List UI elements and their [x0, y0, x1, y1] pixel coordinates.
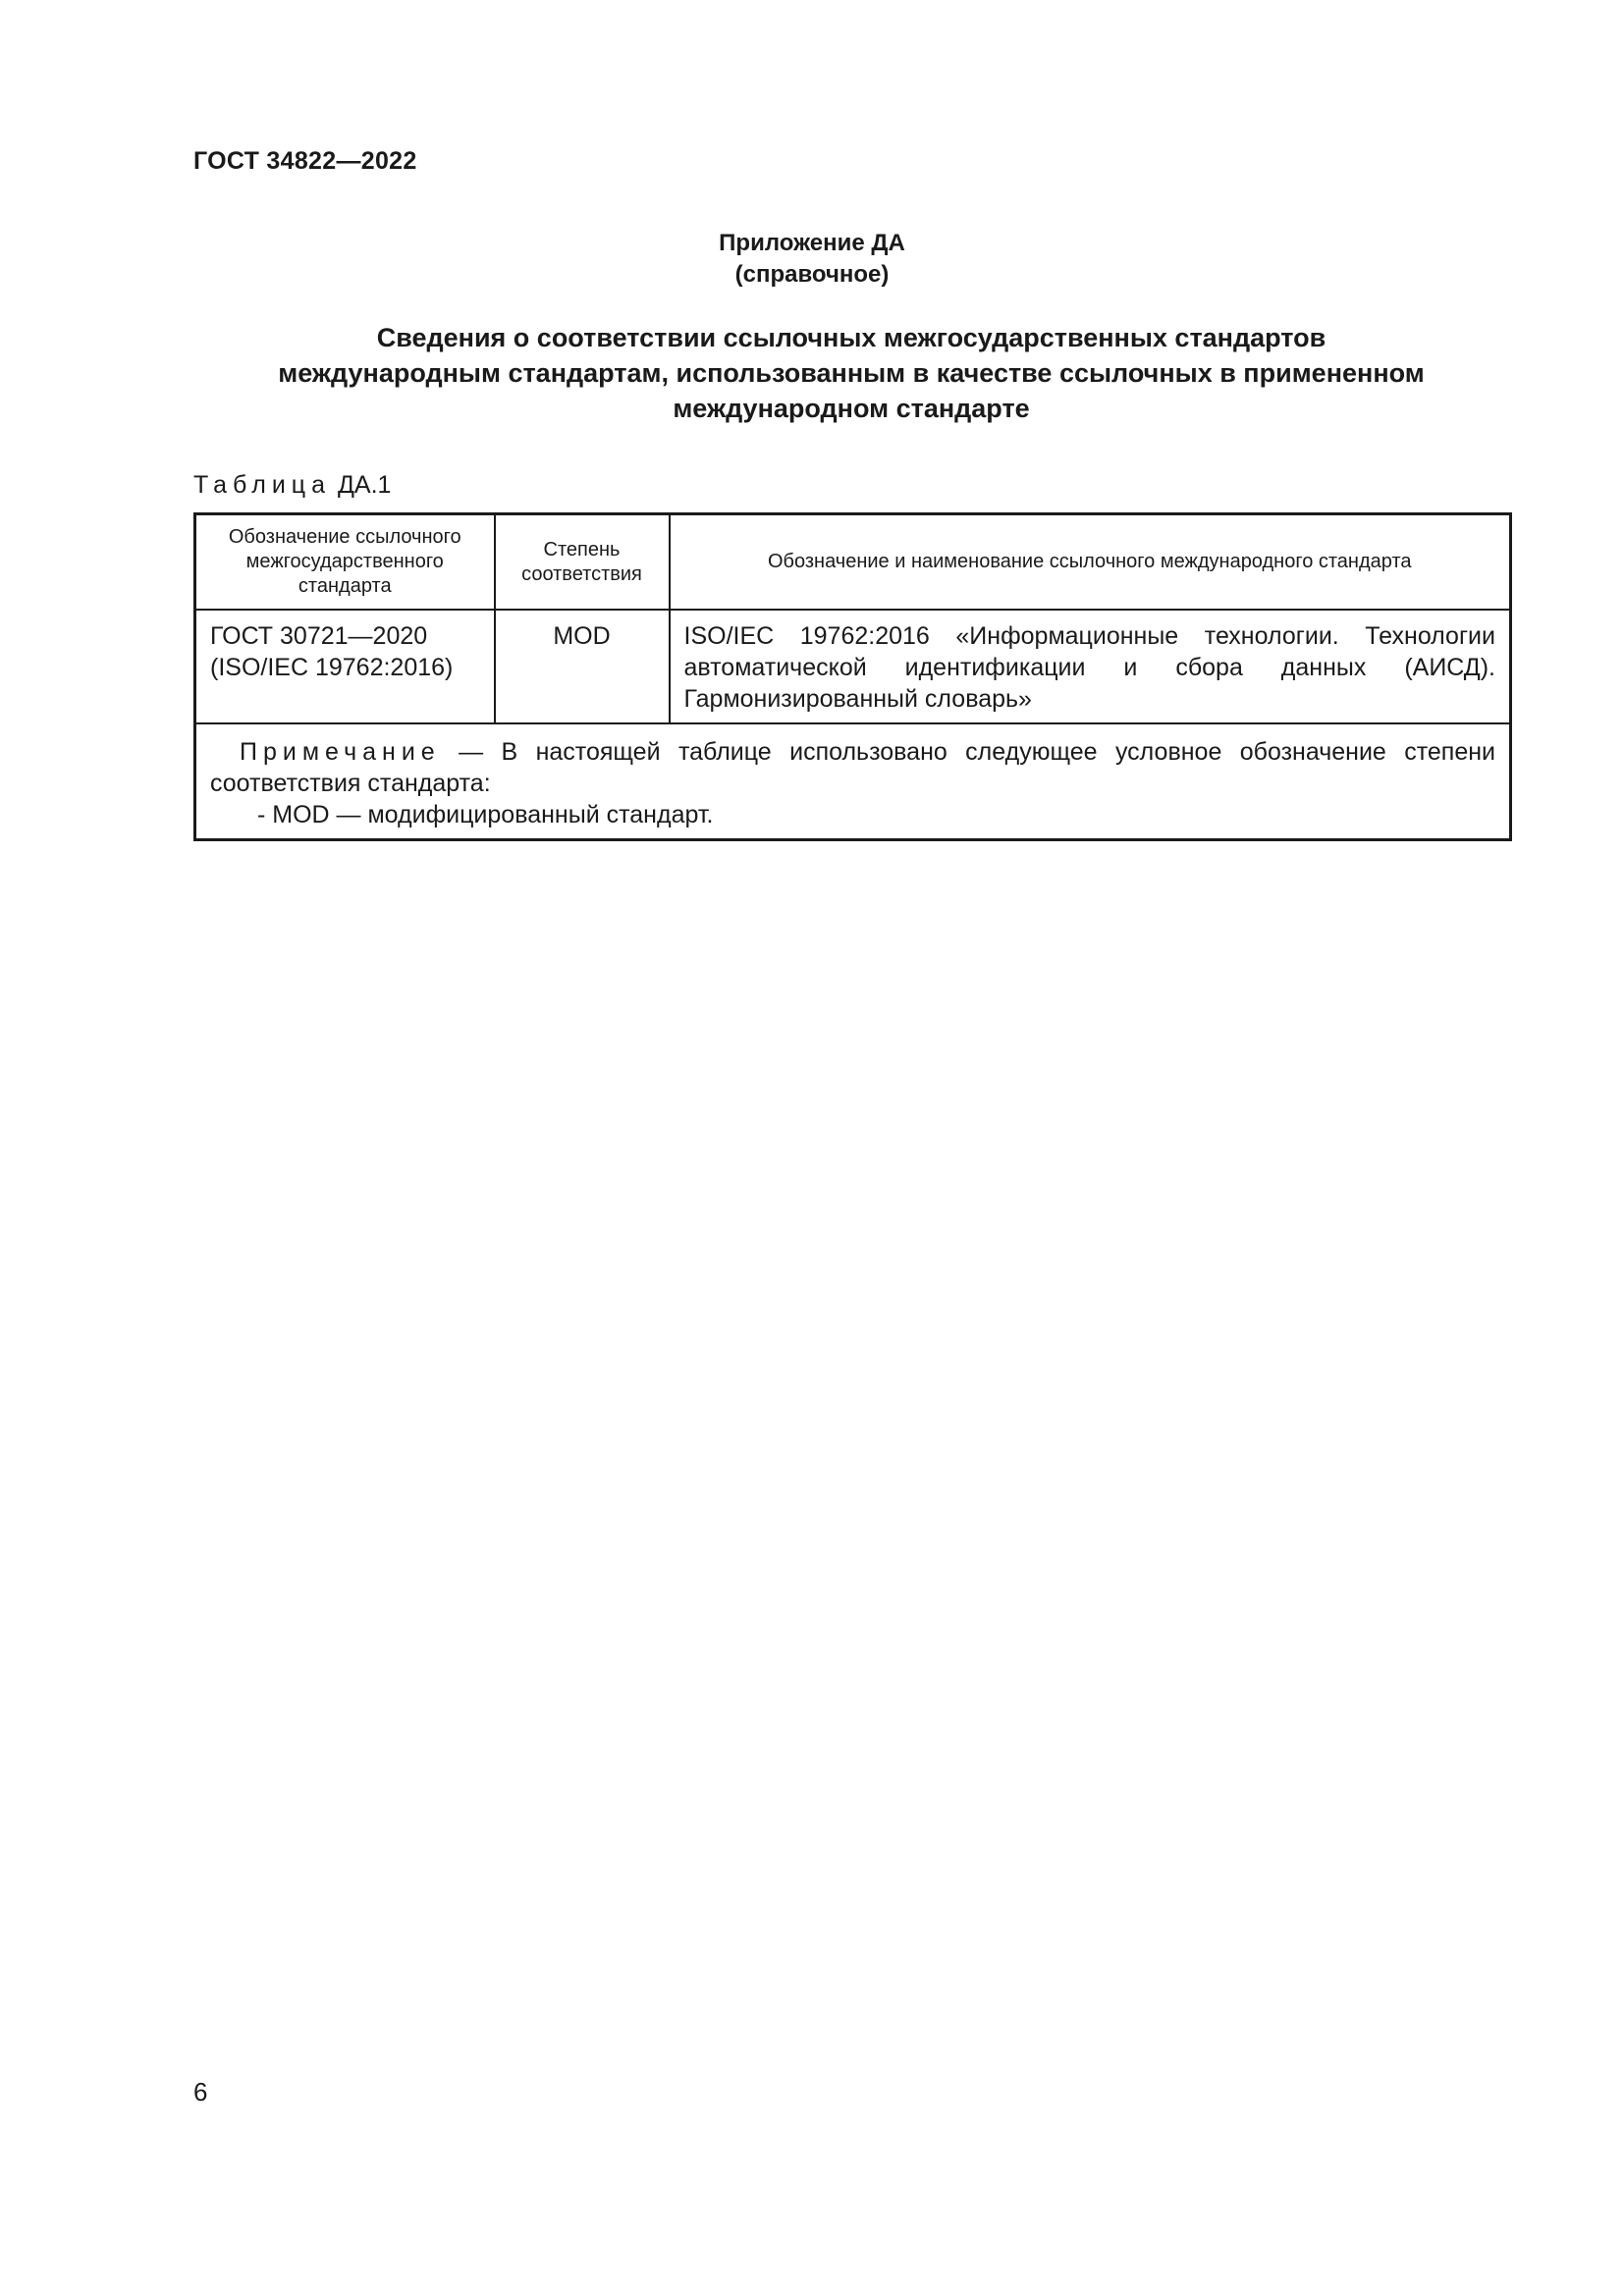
- annex-title-line: международным стандартам, использованным в качестве ссылочных в примененном: [278, 358, 1425, 388]
- note-text: — В настоящей таблице использовано следующее условное обозначение степени соответствия стандарта:: [210, 738, 1495, 797]
- annex-title-line: Сведения о соответствии ссылочных межгосударственных стандартов: [376, 323, 1326, 352]
- column-header-interstate: Обозначение ссылочного межгосударственного стандарта: [195, 514, 495, 611]
- annex-type: (справочное): [734, 261, 890, 288]
- cell-degree: MOD: [495, 610, 670, 723]
- note-label: Примечание: [240, 738, 441, 766]
- cell-interstate-standard: [195, 610, 495, 723]
- column-header-degree: Степень соответствия: [495, 514, 670, 611]
- correspondence-table: [193, 512, 1512, 841]
- table-note-row: [195, 723, 1511, 840]
- annex-heading: [0, 228, 1624, 291]
- table-caption-word: Таблица: [193, 471, 332, 499]
- table-row: [195, 610, 1511, 723]
- table-caption: [193, 471, 391, 500]
- document-number: ГОСТ 34822—2022: [193, 147, 417, 175]
- interstate-designation: ГОСТ 30721—2020: [210, 622, 428, 650]
- table-header-row: [195, 514, 1511, 611]
- interstate-equivalent: (ISO/IEC 19762:2016): [210, 654, 454, 681]
- annex-title-line: международном стандарте: [673, 394, 1030, 423]
- table-caption-number: ДА.1: [337, 471, 392, 499]
- table-note: [195, 723, 1511, 840]
- page-number: 6: [193, 2077, 208, 2107]
- column-header-international: Обозначение и наименование ссылочного международного стандарта: [670, 514, 1511, 611]
- cell-international-standard: ISO/IEC 19762:2016 «Информационные технологии. Технологии автоматической идентификации и сбора данных (АИСД). Гармонизированный словарь»: [670, 610, 1511, 723]
- note-list-item: - MOD — модифицированный стандарт.: [257, 801, 714, 828]
- annex-label: Приложение ДА: [719, 230, 905, 256]
- annex-title: [193, 320, 1509, 426]
